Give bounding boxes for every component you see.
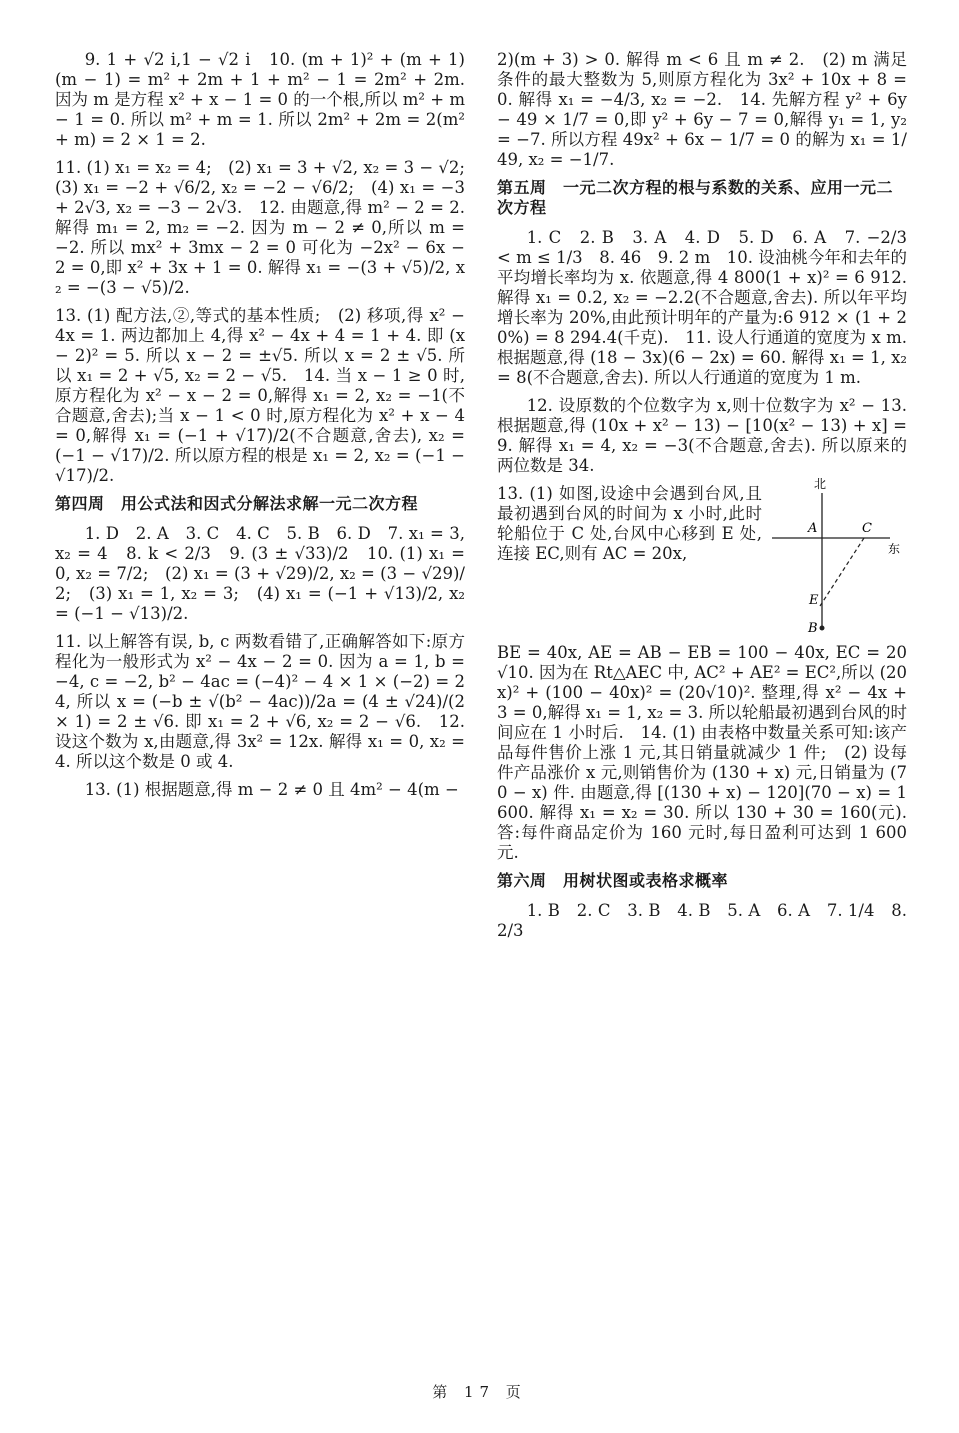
week4-answer-13-14: 2)(m + 3) > 0. 解得 m < 6 且 m ≠ 2. (2) m 满足条件的最大整数为 5,则原方程化为 3x² + 10x + 8 = 0. 解得 x₁ = −4/3, x₂ = −2. 14. 先解方程 y² + 6y − 49 × 1/7 = 0,即 y² + 6y − 7 = 0,解得 y₁ = 1, y₂ = −7. 所以方程 49x² + 6x − 1/7 = 0 的解为 x₁ = 1/49, x₂ = −1/7. — [497, 50, 907, 169]
week5-answers-1-11: 1. C 2. B 3. A 4. D 5. D 6. A 7. −2/3 < m ≤ 1/3 8. 46 9. 2 m 10. 设油桃今年和去年的平均增长率均为 x. 依题意,得 4 800(1 + x)² = 6 912. 解得 x₁ = 0.2, x₂ = −2.2(不合题意,舍去). 所以年平均增长率为 20%,由此预计明年的产量为:6 912 × (1 + 20%) = 8 294.4(千克). 11. 设人行通道的宽度为 x m. 根据题意,得 (18 − 3x)(6 − 2x) = 60. 解得 x₁ = 1, x₂ = 8(不合题意,舍去). 所以人行通道的宽度为 1 m. — [497, 228, 907, 387]
typhoon-diagram — [772, 478, 907, 643]
label-a: A — [808, 521, 818, 536]
week6-answers: 1. B 2. C 3. B 4. B 5. A 6. A 7. 1/4 8. 2/3 — [497, 901, 907, 940]
section-heading-week5: 第五周 一元二次方程的根与系数的关系、应用一元二次方程 — [497, 178, 894, 217]
label-north: 北 — [814, 478, 827, 491]
point-b-dot — [820, 626, 825, 631]
section-heading-week4: 第四周 用公式法和因式分解法求解一元二次方程 — [55, 494, 419, 513]
page-number: 第 17 页 — [432, 1383, 527, 1401]
section-heading-week6: 第六周 用树状图或表格求概率 — [497, 871, 729, 890]
label-east: 东 — [888, 542, 901, 556]
week4-answer-13-start: 13. (1) 根据题意,得 m − 2 ≠ 0 且 4m² − 4(m − — [84, 780, 459, 799]
label-e: E — [809, 593, 819, 608]
answer-13-14: 13. (1) 配方法,②,等式的基本性质; (2) 移项,得 x² − 4x = 1. 两边都加上 4,得 x² − 4x + 4 = 1 + 4. 即 (x − 2)² = 5. 所以 x − 2 = ±√5. 所以 x = 2 ± √5. 所以 x₁ = 2 + √5, x₂ = 2 − √5. 14. 当 x − 1 ≥ 0 时,原方程化为 x² − x − 2 = 0,解得 x₁ = 2, x₂ = −1(不合题意,舍去);当 x − 1 < 0 时,原方程化为 x² + x − 4 = 0,解得 x₁ = (−1 + √17)/2(不合题意,舍去), x₂ = (−1 − √17)/2. 所以原方程的根是 x₁ = 2, x₂ = (−1 − √17)/2. — [55, 306, 465, 485]
week4-answers-11-12: 11. 以上解答有误, b, c 两数看错了,正确解答如下:原方程化为一般形式为 x² − 4x − 2 = 0. 因为 a = 1, b = −4, c = −2, b² − 4ac = (−4)² − 4 × 1 × (−2) = 24, 所以 x = (−b ± √(b² − 4ac))/2a = (4 ± √24)/(2 × 1) = 2 ± √6. 即 x₁ = 2 + √6, x₂ = 2 − √6. 12. 设这个数为 x,由题意,得 3x² = 12x. 解得 x₁ = 0, x₂ = 4. 所以这个数是 0 或 4. — [55, 632, 465, 771]
label-c: C — [862, 521, 872, 536]
label-b: B — [808, 621, 818, 636]
week5-answer-13-part1: 13. (1) 如图,设途中会遇到台风,且最初遇到台风的时间为 x 小时,此时轮船位于 C 处,台风中心移到 E 处,连接 EC,则有 AC = 20x, — [497, 484, 762, 563]
week4-answers-1-10: 1. D 2. A 3. C 4. C 5. B 6. D 7. x₁ = 3, x₂ = 4 8. k < 2/3 9. (3 ± √33)/2 10. (1) x₁ = 0, x₂ = 7/2; (2) x₁ = (3 + √29)/2, x₂ = (3 − √29)/2; (3) x₁ = 1, x₂ = 3; (4) x₁ = (−1 + √13)/2, x₂ = (−1 − √13)/2. — [55, 524, 465, 623]
answer-11-12: 11. (1) x₁ = x₂ = 4; (2) x₁ = 3 + √2, x₂ = 3 − √2; (3) x₁ = −2 + √6/2, x₂ = −2 − √6/2; (4) x₁ = −3 + 2√3, x₂ = −3 − 2√3. 12. 由题意,得 m² − 2 = 2. 解得 m₁ = 2, m₂ = −2. 因为 m − 2 ≠ 0,所以 m = −2. 所以 mx² + 3mx − 2 = 0 可化为 −2x² − 6x − 2 = 0,即 x² + 3x + 1 = 0. 解得 x₁ = −(3 + √5)/2, x₂ = −(3 − √5)/2. — [55, 158, 482, 297]
segment-ec — [820, 538, 864, 606]
right-column — [497, 50, 907, 949]
answer-13-with-figure — [497, 478, 907, 643]
week5-answer-12: 12. 设原数的个位数字为 x,则十位数字为 x² − 13. 根据题意,得 (10x + x² − 13) − [10(x² − 13) + x] = 9. 解得 x₁ = 4, x₂ = −3(不合题意,舍去). 所以原来的两位数是 34. — [497, 396, 907, 475]
left-column — [55, 50, 482, 808]
week5-answer-13-14: BE = 40x, AE = AB − EB = 100 − 40x, EC = 20√10. 因为在 Rt△AEC 中, AC² + AE² = EC²,所以 (20x)² + (100 − 40x)² = (20√10)². 整理,得 x² − 4x + 3 = 0,解得 x₁ = 1, x₂ = 3. 所以轮船最初遇到台风的时间应在 1 小时后. 14. (1) 由表格中数量关系可知:该产品每件售价上涨 1 元,其日销量就减少 1 件; (2) 设每件产品涨价 x 元,则销售价为 (130 + x) 元,日销量为 (70 − x) 件. 由题意,得 [(130 + x) − 120](70 − x) = 1 600. 解得 x₁ = x₂ = 30. 所以 130 + 30 = 160(元). 答:每件商品定价为 160 元时,每日盈利可达到 1 600 元. — [497, 643, 907, 862]
answer-9-10: 9. 1 + √2 i,1 − √2 i 10. (m + 1)² + (m + 1)(m − 1) = m² + 2m + 1 + m² − 1 = 2m² + 2m. 因为 m 是方程 x² + x − 1 = 0 的一个根,所以 m² + m − 1 = 0. 所以 m² + m = 1. 所以 2m² + 2m = 2(m² + m) = 2 × 1 = 2. — [55, 50, 466, 149]
